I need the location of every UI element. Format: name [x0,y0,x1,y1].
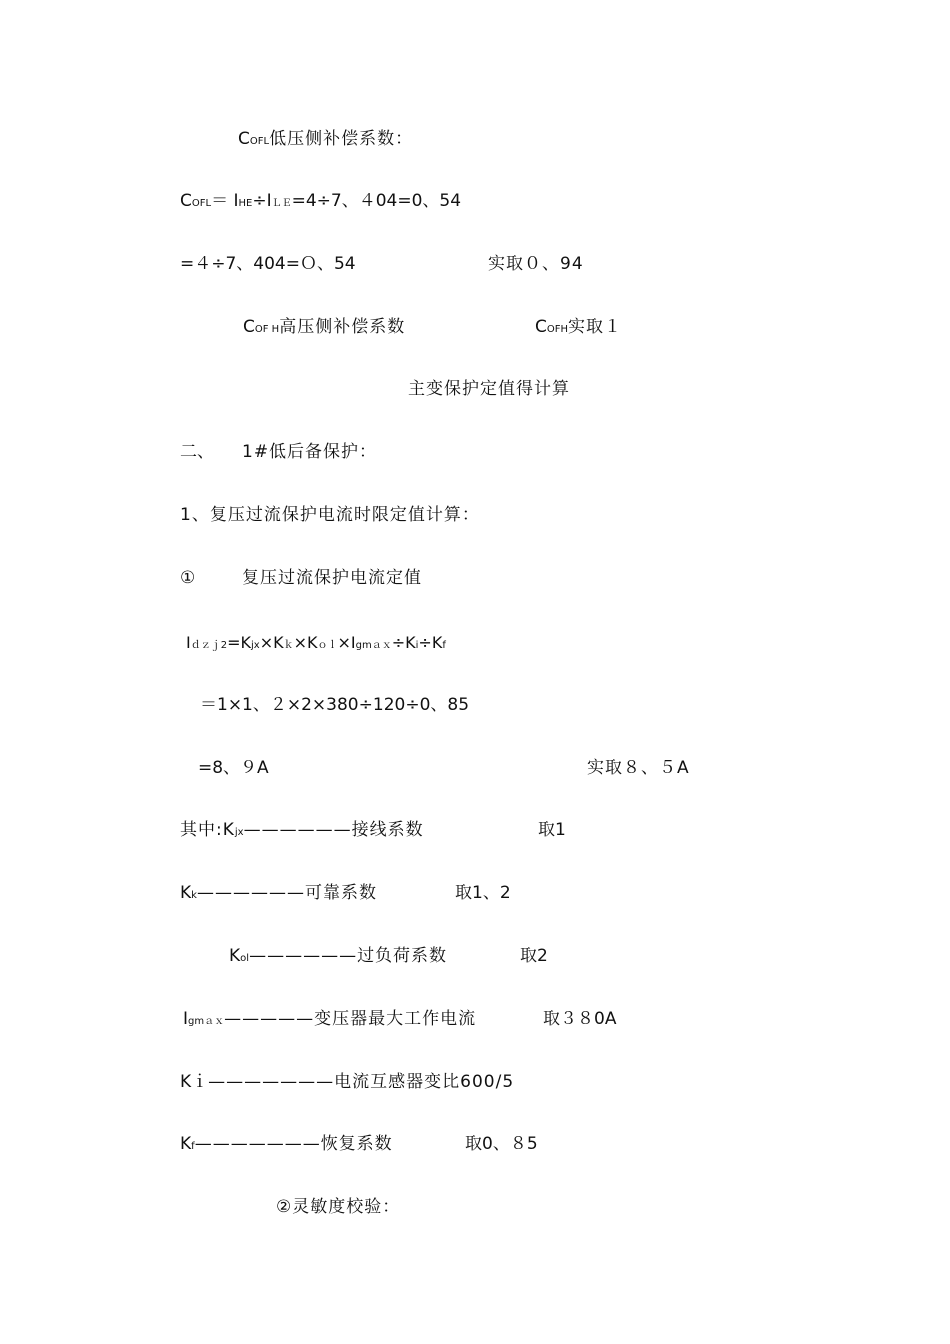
def-ki [180,1071,514,1093]
symbol-c: C [180,191,192,211]
formula-part: ×I [337,633,356,652]
def-kjx [180,819,424,844]
sensitivity-check-title [276,1196,400,1218]
compensation-low-formula [180,190,461,215]
section-two-title [242,441,377,463]
setting-adopted [587,757,690,779]
label-text: 低压侧补偿系数： [269,129,414,149]
result-text: =４÷7、404=Ｏ、54 [180,254,356,274]
adopted-value: 实取８、５A [587,758,690,778]
formula-text: ＝1×1、２×2×380÷120÷0、85 [200,695,470,715]
compensation-low-result [180,253,356,275]
def-text: ——————接线系数 [243,820,424,840]
label-text: 高压侧补偿系数 [279,317,406,337]
def-kjx-value [538,819,566,841]
symbol: I [183,1009,189,1029]
symbol: K [229,946,241,966]
symbol-c: C [535,317,547,337]
def-text: ———————恢复系数 [194,1134,393,1154]
def-text: ———————电流互感器变比600/5 [208,1072,515,1092]
def-kol [229,945,447,970]
title-text: 复压过流保护电流定值 [242,568,422,588]
result-text: =8、９A [198,758,269,778]
def-prefix: 其中:K [180,820,235,840]
def-kol-value [520,945,548,967]
subscript: i [415,640,419,651]
def-igmax-value [543,1008,616,1030]
subscript: gmａｘ [188,1016,225,1027]
def-text: ——————过负荷系数 [249,946,448,966]
subscript: jx [251,640,260,651]
formula-part: ÷K [391,633,416,652]
setting-substitution [200,694,469,716]
subscript: ｄｚｊ2 [190,640,228,651]
symbol-c: C [238,129,250,149]
adopted-value: 实取０、94 [488,254,584,274]
setting-result [198,757,269,779]
title-text: 1#低后备保护： [242,442,378,462]
def-kf [180,1133,393,1158]
subscript: k [191,890,197,901]
symbol: Kｉ [180,1072,209,1092]
title-text: ②灵敏度校验： [276,1197,401,1217]
symbol: K [180,883,192,903]
symbol-c: C [243,317,255,337]
def-igmax [183,1008,476,1033]
def-kk [180,882,377,907]
subscript: f [442,640,446,651]
subscript: OFL [191,198,212,209]
formula-part: ＝ I [211,191,239,211]
item-one-title [242,567,422,589]
compensation-low-label [238,128,413,153]
formula-part: =4÷7、４04=0、54 [291,191,462,211]
subscript: ｏｌ [317,640,338,651]
def-kf-value [465,1133,538,1155]
title-text: 1、复压过流保护电流时限定值计算： [180,505,480,525]
def-value: 取３８0A [543,1009,617,1029]
list-number: 二、 [180,442,214,462]
symbol: K [180,1134,192,1154]
formula-part: ÷I [252,191,272,211]
def-text: —————变压器最大工作电流 [224,1009,477,1029]
formula-part: ×K [293,633,318,652]
item-one-marker [180,567,195,589]
section-two-number [180,441,214,463]
adopted-value: 实取１ [568,317,623,337]
section-heading [408,378,570,400]
subscript: OFH [546,324,569,335]
circled-number: ① [180,568,196,588]
formula-part: ×K [259,633,284,652]
def-text: ——————可靠系数 [196,883,377,903]
def-value: 取1、2 [455,883,511,903]
subscript: ＬＥ [271,198,292,209]
def-kk-value [455,882,511,904]
subscript: ol [240,953,250,964]
symbol: I [186,633,191,652]
subscript: jx [234,827,244,838]
compensation-high-adopted [535,316,622,341]
compensation-low-adopted [488,253,584,275]
subsection-title [180,504,480,526]
def-value: 取2 [520,946,548,966]
formula-part: =K [227,633,251,652]
subscript: gmａｘ [355,640,392,651]
subscript: HE [238,198,253,209]
subscript: ｋ [283,640,294,651]
def-value: 取0、８5 [465,1134,538,1154]
formula-part: ÷K [418,633,443,652]
setting-formula [186,632,446,657]
subscript: OFL [249,136,270,147]
def-value: 取1 [538,820,566,840]
heading-text: 主变保护定值得计算 [408,379,570,399]
compensation-high-label [243,316,405,341]
subscript: OF H [254,324,280,335]
subscript: f [191,1141,195,1152]
